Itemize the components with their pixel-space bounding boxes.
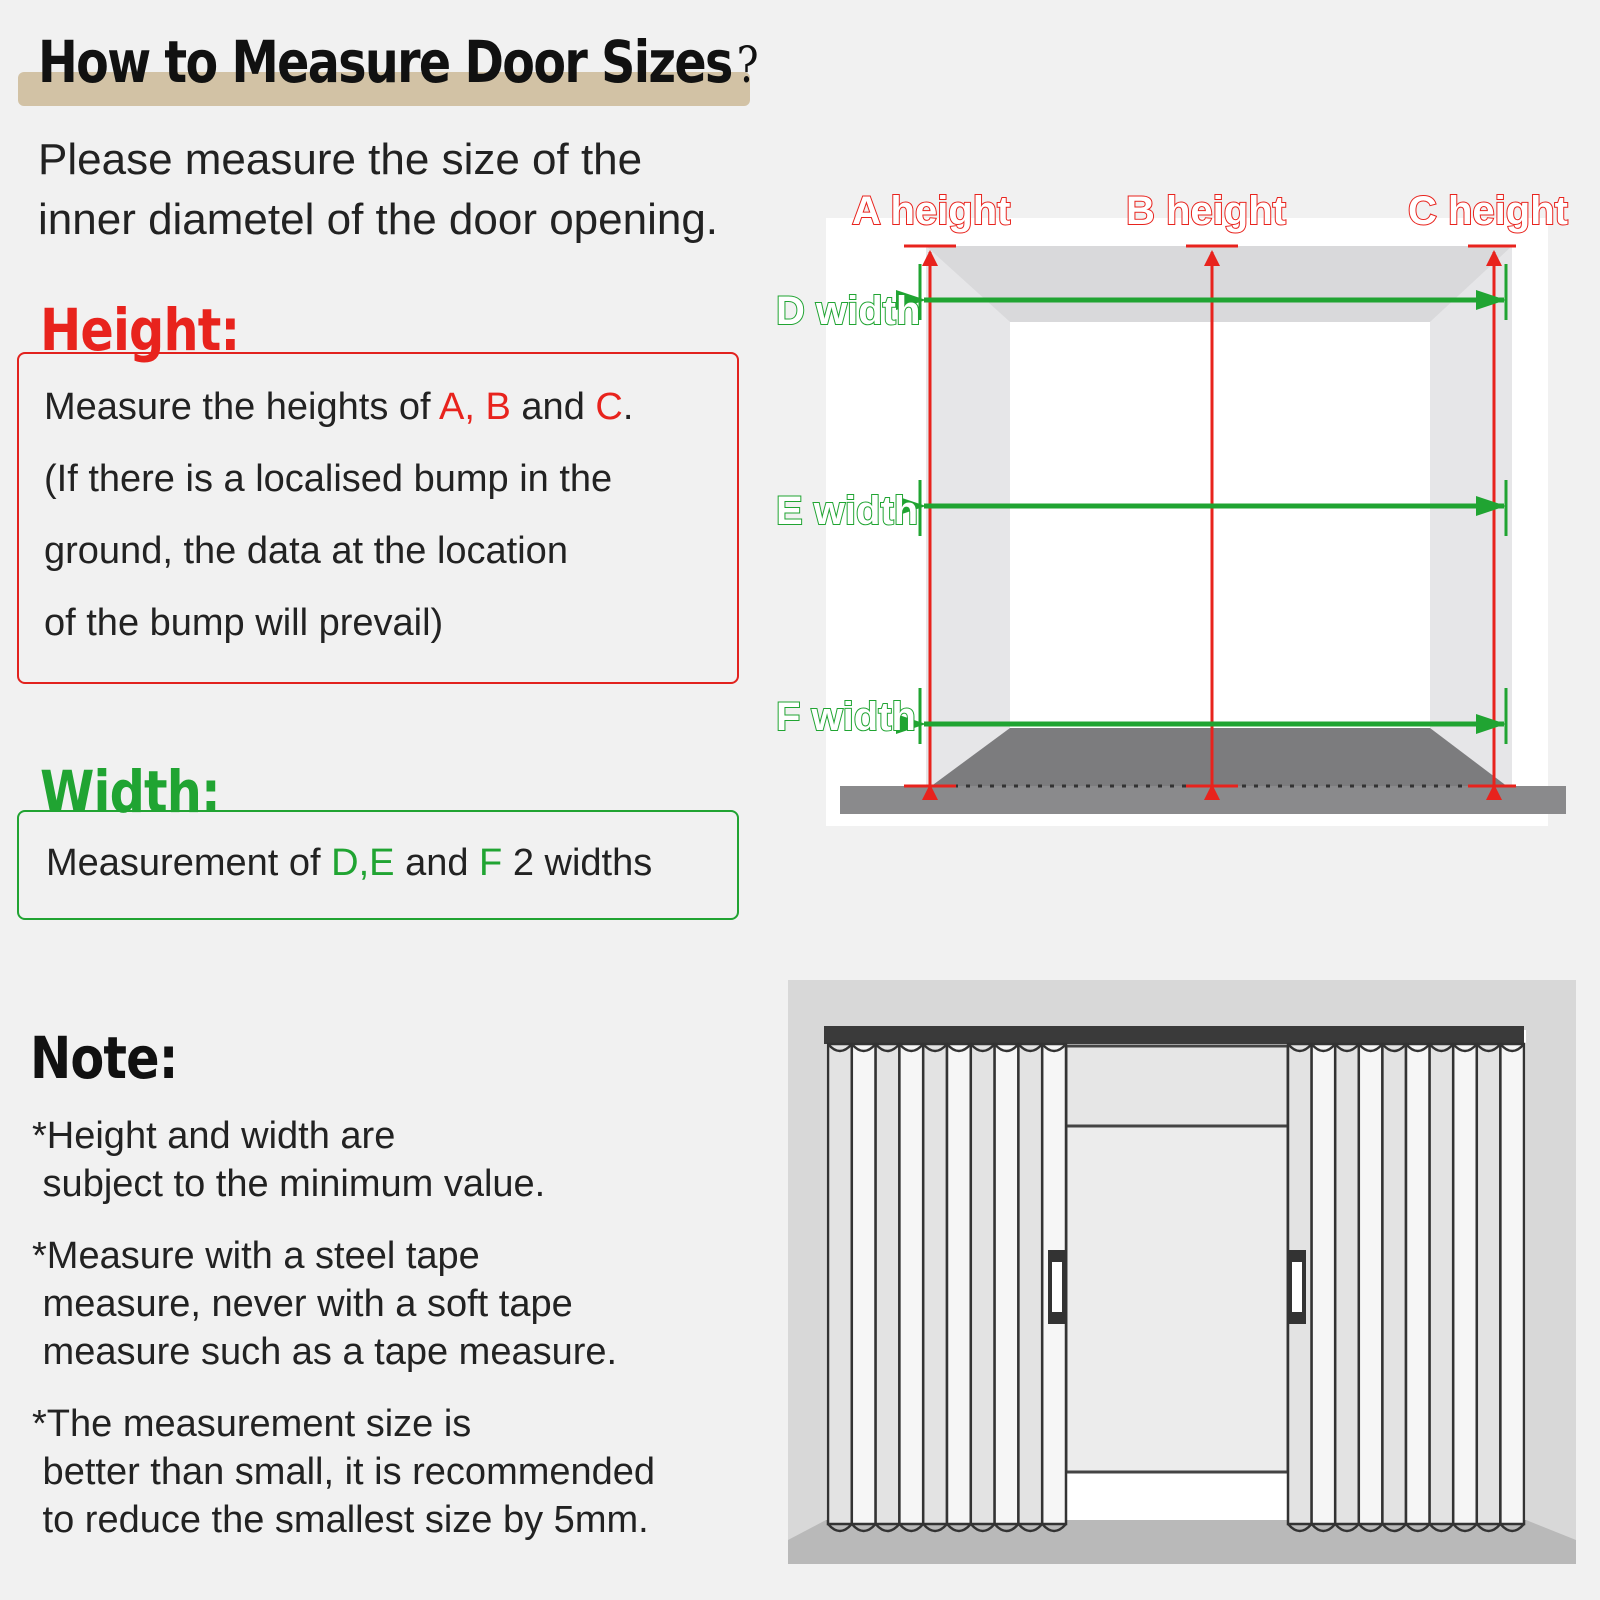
- height-line-1-prefix: Measure the heights of: [44, 386, 440, 428]
- right-accordion-pleat: [1335, 1044, 1359, 1524]
- page-title-text: How to Measure Door Sizes: [38, 28, 732, 96]
- left-accordion-pleat: [923, 1044, 947, 1524]
- left-accordion-pleat: [852, 1044, 876, 1524]
- left-accordion-panels: [828, 1044, 1066, 1531]
- floor-strip: [840, 786, 1566, 814]
- height-letter-c: C: [595, 386, 623, 428]
- height-letter-a: A,: [439, 386, 475, 428]
- right-accordion-panels: [1288, 1044, 1524, 1531]
- left-accordion-pleat: [947, 1044, 971, 1524]
- door-passage: [1066, 1126, 1288, 1472]
- door-floor: [926, 728, 1512, 790]
- right-door-handle-slot: [1292, 1262, 1302, 1312]
- left-accordion-pleat: [1018, 1044, 1042, 1524]
- right-accordion-pleat: [1382, 1044, 1406, 1524]
- note-item-3: *The measurement size is better than small, it is recommended to reduce the smallest size by 5mm.: [32, 1403, 656, 1541]
- left-accordion-pleat: [876, 1044, 900, 1524]
- height-line-4: of the bump will prevail): [44, 602, 444, 644]
- left-accordion-pleat: [899, 1044, 923, 1524]
- folding-door-illustration: [788, 980, 1576, 1564]
- height-line-1-end: .: [622, 386, 634, 428]
- label-f-width: F width: [776, 695, 916, 739]
- folding-door-floor: [788, 1520, 1576, 1564]
- door-opening: [1010, 322, 1430, 728]
- left-accordion-pleat: [971, 1044, 995, 1524]
- door-transom: [1066, 1046, 1288, 1126]
- width-heading: Width:: [40, 758, 220, 826]
- label-b-height: B height: [1126, 189, 1286, 233]
- height-heading: Height:: [40, 296, 240, 364]
- note-item-2: *Measure with a steel tape measure, never with a soft tape measure such as a tape measure.: [32, 1235, 618, 1373]
- page-title-question-mark: ?: [736, 36, 757, 94]
- width-line-prefix: Measurement of: [46, 842, 332, 884]
- right-accordion-pleat: [1430, 1044, 1454, 1524]
- left-accordion-pleat: [995, 1044, 1019, 1524]
- label-e-width: E width: [776, 489, 919, 533]
- right-accordion-pleat: [1359, 1044, 1383, 1524]
- intro-line-1: Please measure the size of the: [38, 135, 643, 184]
- door-track: [824, 1026, 1524, 1044]
- intro-line-2: inner diametel of the door opening.: [38, 195, 719, 244]
- label-d-width: D width: [776, 289, 921, 333]
- width-letters-de: D,E: [331, 842, 395, 884]
- left-door-handle-slot: [1052, 1262, 1062, 1312]
- width-letter-f: F: [479, 842, 503, 884]
- height-line-1-and: and: [521, 386, 585, 428]
- right-accordion-pleat: [1406, 1044, 1430, 1524]
- door-frame-right: [1430, 246, 1512, 790]
- left-accordion-pleat: [828, 1044, 852, 1524]
- note-heading: Note:: [30, 1024, 178, 1092]
- height-line-3: ground, the data at the location: [44, 530, 568, 572]
- door-frame-left: [926, 246, 1010, 790]
- label-c-height: C height: [1408, 189, 1568, 233]
- width-line-suffix: 2 widths: [512, 842, 653, 884]
- right-accordion-pleat: [1477, 1044, 1501, 1524]
- height-letter-b: B: [485, 386, 511, 428]
- label-a-height: A height: [852, 189, 1011, 233]
- height-line-2: (If there is a localised bump in the: [44, 458, 613, 500]
- width-line-and: and: [405, 842, 469, 884]
- right-accordion-pleat: [1312, 1044, 1336, 1524]
- door-frame-top: [926, 246, 1512, 322]
- note-item-1: *Height and width are subject to the minimum value.: [32, 1115, 546, 1205]
- right-accordion-pleat: [1453, 1044, 1477, 1524]
- right-accordion-pleat: [1500, 1044, 1524, 1524]
